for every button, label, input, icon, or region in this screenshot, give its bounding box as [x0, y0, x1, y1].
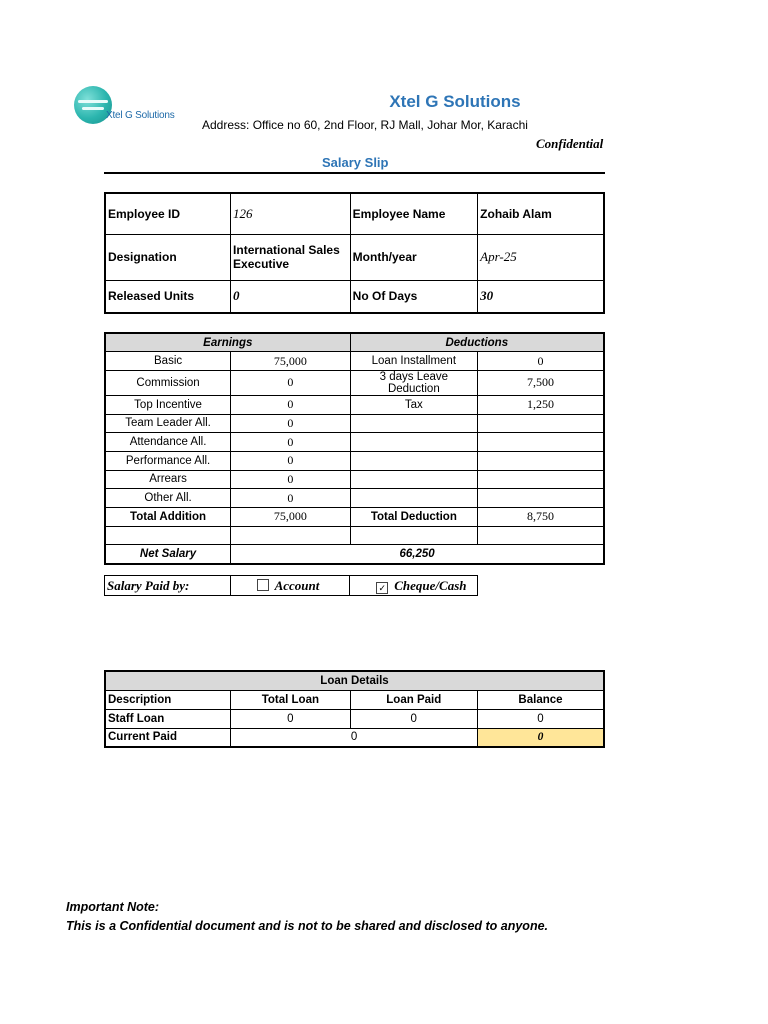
- earning-amount: 0: [231, 489, 350, 508]
- cheque-option[interactable]: [350, 576, 478, 596]
- deduction-label: Loan Installment: [350, 352, 478, 371]
- table-header-row: [105, 671, 604, 690]
- earning-amount: 0: [231, 433, 350, 452]
- account-option[interactable]: [230, 576, 350, 596]
- salary-paid-by-label: Salary Paid by:: [105, 576, 231, 596]
- month-value: Apr-25: [478, 234, 604, 280]
- column-header: Total Loan: [231, 690, 350, 709]
- company-address: Address: Office no 60, 2nd Floor, RJ Mall, Johar Mor, Karachi: [202, 118, 528, 132]
- earning-label: Arrears: [105, 470, 231, 489]
- deduction-amount: [478, 489, 604, 508]
- table-row: [105, 470, 604, 489]
- current-paid-balance[interactable]: 0: [477, 728, 604, 747]
- table-row: [105, 414, 604, 433]
- net-salary-row: [105, 545, 604, 564]
- earning-label: Attendance All.: [105, 433, 231, 452]
- deduction-label: Tax: [350, 395, 478, 414]
- month-label: Month/year: [350, 234, 478, 280]
- title-divider: [104, 172, 605, 174]
- deduction-label: [350, 451, 478, 470]
- deduction-amount: 7,500: [478, 370, 604, 395]
- net-salary-value: 66,250: [231, 545, 604, 564]
- earning-amount: 0: [231, 451, 350, 470]
- employee-id-label: Employee ID: [105, 193, 231, 234]
- cheque-label: Cheque/Cash: [394, 577, 467, 593]
- table-row: [105, 370, 604, 395]
- staff-loan-total: 0: [231, 709, 350, 728]
- salary-paid-by-table: [104, 575, 478, 596]
- deduction-label: [350, 489, 478, 508]
- earning-label: Commission: [105, 370, 231, 395]
- blank-cell: [350, 526, 478, 545]
- earning-label: Other All.: [105, 489, 231, 508]
- blank-cell: [105, 526, 231, 545]
- loan-details-table: [104, 670, 605, 748]
- logo-text: Xtel G Solutions: [106, 110, 175, 121]
- table-row: [105, 489, 604, 508]
- blank-row: [105, 526, 604, 545]
- earning-amount: 0: [231, 395, 350, 414]
- earning-label: Top Incentive: [105, 395, 231, 414]
- column-header: Balance: [477, 690, 604, 709]
- deductions-header: Deductions: [350, 333, 604, 352]
- current-paid-value: 0: [231, 728, 478, 747]
- earning-label: Basic: [105, 352, 231, 371]
- designation-value: International Sales Executive: [231, 234, 351, 280]
- released-units-value: 0: [231, 280, 351, 313]
- current-paid-label: Current Paid: [105, 728, 231, 747]
- blank-cell: [478, 526, 604, 545]
- totals-row: [105, 508, 604, 527]
- employee-name-label: Employee Name: [350, 193, 478, 234]
- table-row: [105, 352, 604, 371]
- cheque-checkbox[interactable]: ✓: [376, 582, 388, 594]
- earning-amount: 0: [231, 470, 350, 489]
- earnings-header: Earnings: [105, 333, 350, 352]
- no-of-days-label: No Of Days: [350, 280, 478, 313]
- no-of-days-value: 30: [478, 280, 604, 313]
- confidential-label: Confidential: [536, 136, 604, 151]
- deduction-amount: [478, 414, 604, 433]
- table-header-row: [105, 333, 604, 352]
- blank-cell: [231, 526, 350, 545]
- account-label: Account: [274, 577, 320, 593]
- earning-label: Performance All.: [105, 451, 231, 470]
- total-addition-value: 75,000: [231, 508, 350, 527]
- table-row: [105, 433, 604, 452]
- earning-amount: 75,000: [231, 352, 350, 371]
- slip-title: Salary Slip: [322, 155, 389, 170]
- total-deduction-label: Total Deduction: [350, 508, 478, 527]
- account-checkbox[interactable]: [257, 579, 269, 591]
- staff-loan-label: Staff Loan: [105, 709, 231, 728]
- deduction-amount: 0: [478, 352, 604, 371]
- deduction-amount: [478, 451, 604, 470]
- earnings-deductions-table: [104, 332, 605, 565]
- note-text: This is a Confidential document and is not to be shared and disclosed to anyone.: [66, 919, 549, 933]
- earning-amount: 0: [231, 414, 350, 433]
- earning-amount: 0: [231, 370, 350, 395]
- column-header: Description: [105, 690, 231, 709]
- net-salary-label: Net Salary: [105, 545, 231, 564]
- column-header-row: [105, 690, 604, 709]
- company-name: Xtel G Solutions: [389, 92, 521, 111]
- table-row: [105, 193, 604, 234]
- table-row: [105, 395, 604, 414]
- deduction-amount: [478, 433, 604, 452]
- deduction-label: [350, 470, 478, 489]
- staff-loan-paid: 0: [350, 709, 477, 728]
- total-addition-label: Total Addition: [105, 508, 231, 527]
- note-heading: Important Note:: [66, 900, 160, 914]
- important-note: [66, 898, 548, 936]
- released-units-label: Released Units: [105, 280, 231, 313]
- earning-label: Team Leader All.: [105, 414, 231, 433]
- loan-details-title: Loan Details: [105, 671, 604, 690]
- column-header: Loan Paid: [350, 690, 477, 709]
- staff-loan-balance: 0: [477, 709, 604, 728]
- table-row: [105, 234, 604, 280]
- table-row: [105, 576, 478, 596]
- employee-name-value: Zohaib Alam: [478, 193, 604, 234]
- employee-info-table: [104, 192, 605, 314]
- deduction-amount: 1,250: [478, 395, 604, 414]
- table-row: [105, 451, 604, 470]
- table-row: [105, 709, 604, 728]
- deduction-label: [350, 414, 478, 433]
- table-row: [105, 280, 604, 313]
- deduction-label: 3 days Leave Deduction: [350, 370, 478, 395]
- employee-id-value: 126: [231, 193, 351, 234]
- designation-label: Designation: [105, 234, 231, 280]
- table-row: [105, 728, 604, 747]
- total-deduction-value: 8,750: [478, 508, 604, 527]
- deduction-label: [350, 433, 478, 452]
- deduction-amount: [478, 470, 604, 489]
